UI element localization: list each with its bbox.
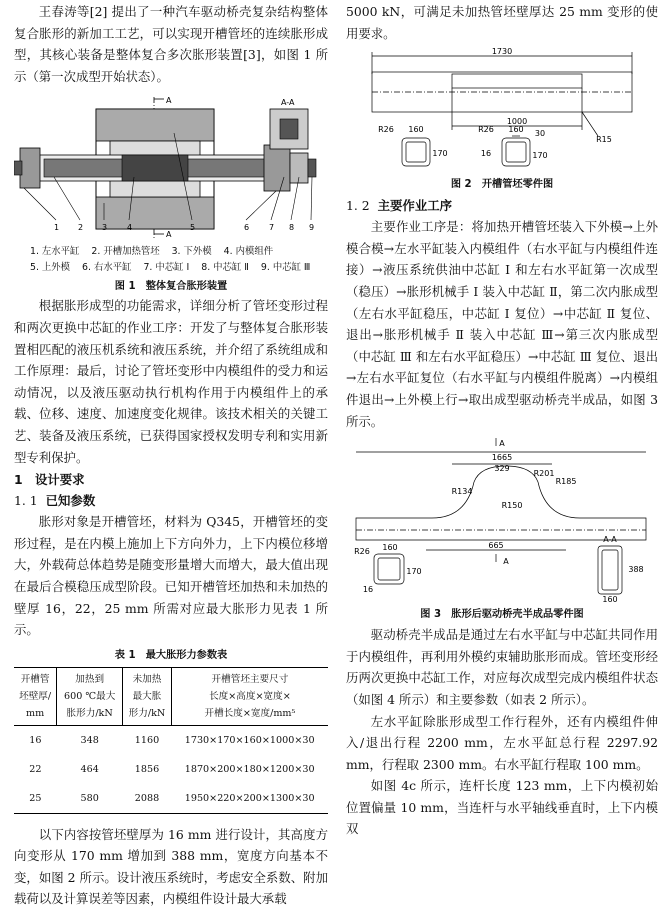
section-a-top: A [166, 96, 172, 106]
left-column [14, 0, 328, 910]
fig2-160-a: 160 [408, 125, 424, 135]
figure-3-caption: 图 3 胀形后驱动桥壳半成品零件图 [420, 609, 584, 621]
paragraph-6: 驱动桥壳半成品是通过左右水平缸与中芯缸共同作用于内模组件，再利用外模约束辅助胀形而成。管坯变形经历两次更换中芯缸工作，对应每次成型完成内模组件状态（如图 4 所示）和主要参数（如表 2 所示）。 [346, 627, 658, 707]
table-cell: 2088 [123, 784, 172, 814]
table-cell: 1950×220×200×1300×30 [171, 784, 328, 814]
figure-2-drawing [346, 46, 658, 174]
fig2-r15: R15 [596, 135, 612, 145]
legend-item-5: 5. 上外模 [30, 262, 71, 274]
section-1-heading: 1 设计要求 [14, 472, 85, 488]
fig3-16: 16 [362, 585, 374, 595]
fig3-r26: R26 [354, 547, 370, 557]
fig3-170: 170 [406, 567, 422, 577]
table-cell: 25 [14, 784, 57, 814]
section-1-2-number: 1. 2 [346, 198, 370, 214]
fig3-665: 665 [488, 541, 504, 551]
table-row [14, 725, 328, 755]
table-1-title: 表 1 最大胀形力参数表 [114, 649, 228, 661]
table-cell: 1856 [134, 763, 160, 775]
fig3-section-a-top: A [499, 439, 505, 449]
section-a-bottom: A [166, 230, 172, 240]
fig1-num-6: 6 [244, 223, 250, 233]
section-view-label: A-A [281, 98, 295, 108]
section-1-1-number: 1. 1 [14, 493, 38, 509]
fig3-r185: R185 [555, 477, 577, 487]
fig3-r134: R134 [451, 487, 473, 497]
figure-2-caption: 图 2 开槽管坯零件图 [450, 179, 554, 191]
legend-item-3: 3. 下外模 [171, 246, 212, 258]
legend-item-6: 6. 右水平缸 [82, 262, 132, 274]
table-header-row [14, 667, 328, 725]
legend-item-9: 9. 中芯缸 Ⅲ [260, 262, 311, 274]
figure-2 [346, 46, 658, 174]
paragraph-5: 主要作业工序是：将加热开槽管坯装入下外模→上外模合模→左水平缸装入内模组件（右水平缸与内模组件连接）→液压系统供油中芯缸 Ⅰ 和左右水平缸第一次成型（稳压）→胀形机械手 Ⅰ 装入中芯缸 Ⅱ，第二次内胀成型（左右水平缸稳压，中芯缸 Ⅰ 复位）→中芯缸 Ⅱ 复位、退出→胀形机械手 Ⅱ 装入中芯缸 Ⅲ→第三次内胀成型（中芯缸 Ⅲ 和左右水平缸稳压）→中芯缸 Ⅲ 复位、退出→左右水平缸复位（右水平缸与内模组件脱离）→内模组件退出→上外模上行→取出成型驱动桥壳半成品，如图 3 所示。 [346, 219, 658, 429]
paragraph-4: 以下内容按管坯壁厚为 16 mm 进行设计，其高度方向变形从 170 mm 增加到 388 mm，宽度方向基本不变，如图 2 所示。设计液压系统时，考虑安全系数、附加载荷以及计算误差等因素，内模组件设计最大承载 [14, 826, 328, 907]
paragraph-7: 左水平缸除胀形成型工作行程外，还有内模组件伸入/退出行程 2200 mm，左水平缸总行程 2297.92 mm，行程取 2300 mm。右水平缸行程取 100 mm。 [346, 713, 658, 772]
table-header-dimensions: 开槽管坯主要尺寸 长度×高度×宽度× 开槽长度×宽度/mm⁵ [171, 667, 328, 725]
paragraph-8: 如图 4c 所示，连杆长度 123 mm，上下内模初始位置偏量 10 mm，当连杆与水平轴线垂直时，上下内模双 [346, 778, 658, 837]
legend-item-4: 4. 内模组件 [223, 246, 274, 258]
fig2-170: 170 [432, 149, 448, 159]
right-column [346, 0, 658, 840]
fig3-aa: A-A [603, 535, 617, 545]
section-1-2-title: 主要作业工序 [377, 198, 452, 214]
figure-3-drawing [346, 436, 658, 604]
fig2-30: 30 [534, 129, 546, 139]
fig1-num-5: 5 [190, 223, 196, 233]
legend-item-2: 2. 开槽加热管坯 [91, 246, 160, 258]
fig2-dim-total: 1730 [491, 47, 513, 57]
fig1-num-7: 7 [269, 223, 275, 233]
legend-item-1: 1. 左水平缸 [30, 246, 80, 258]
table-header-heated: 加热到 600 ℃最大 胀形力/kN [57, 667, 123, 725]
figure-3 [346, 436, 658, 604]
table-cell: 22 [29, 763, 42, 775]
figure-1-caption: 图 1 整体复合胀形装置 [114, 281, 228, 293]
fig3-160: 160 [382, 543, 398, 553]
fig3-r201: R201 [533, 469, 555, 479]
fig1-num-3: 3 [102, 223, 108, 233]
fig2-r26-b: R26 [478, 125, 494, 135]
table-header-thickness: 开槽管 坯壁厚/ mm [14, 667, 57, 725]
figure-1-drawing [14, 93, 328, 244]
section-1-1-heading [14, 490, 328, 511]
fig2-dim-slot: 1000 [506, 117, 528, 127]
fig3-388: 388 [628, 565, 644, 575]
fig3-r150: R150 [501, 501, 523, 511]
fig1-num-8: 8 [289, 223, 295, 233]
fig3-1665: 1665 [491, 453, 513, 463]
intro-paragraph: 王春涛等[2] 提出了一种汽车驱动桥壳复杂结构整体复合胀形的新加工工艺，可以实现开槽管坯的连续胀形成型，其核心装备是整体复合多次胀形装置[3]，如图 1 所示（第一次成型开始状态）。 [14, 4, 328, 84]
table-cell: 16 [29, 734, 42, 746]
fig1-num-4: 4 [127, 223, 133, 233]
table-cell: 1870×200×180×1200×30 [184, 763, 315, 775]
fig1-num-9: 9 [309, 223, 315, 233]
table-cell: 1730×170×160×1000×30 [184, 734, 315, 746]
figure-1-legend [14, 244, 328, 276]
fig3-section-a-bottom: A [503, 557, 509, 567]
legend-item-8: 8. 中芯缸 Ⅱ [201, 262, 249, 274]
table-cell: 1160 [134, 734, 160, 746]
fig2-16: 16 [480, 149, 492, 159]
section-1-1-title: 已知参数 [45, 493, 96, 509]
fig1-num-1: 1 [54, 223, 60, 233]
table-cell: 580 [57, 784, 123, 814]
table-1 [14, 667, 328, 814]
paragraph-2: 根据胀形成型的功能需求，详细分析了管坯变形过程和两次更换中芯缸的作业工序：开发了与整体复合胀形装置相匹配的液压机系统和液压系统，并介绍了系统组成和工作原理：最后，讨论了管坯变形中内模组件的受力和运动情况，以及液压驱动执行机构作用于内模组件上的承载、位移、速度、加速度变化规律。该技术相关的关键工艺、装备及液压系统，已获得国家授权发明专利和实用新型专利保护。 [14, 298, 328, 465]
fig2-160-b: 160 [508, 125, 524, 135]
legend-item-7: 7. 中芯缸 Ⅰ [143, 262, 190, 274]
table-header-unheated: 未加热 最大胀 形力/kN [123, 667, 172, 725]
paragraph-top-right: 5000 kN，可满足未加热管坯壁厚达 25 mm 变形的使用要求。 [346, 4, 658, 41]
fig3-160-b: 160 [602, 595, 618, 605]
paragraph-3: 胀形对象是开槽管坯，材料为 Q345，开槽管坯的变形过程，是在内模上施加上下方向外力，上下内模位移增大，外载荷总体趋势是随变形量增大而增大，最大值出现在最后合模稳压成型阶段。已知开槽管坯加热和未加热的壁厚 16，22，25 mm 所需对应最大胀形力见表 1 所示。 [14, 514, 328, 638]
table-cell: 464 [80, 763, 99, 775]
figure-1 [14, 93, 328, 244]
section-1-2-heading [346, 195, 658, 216]
table-row [14, 755, 328, 784]
fig2-170-b: 170 [532, 151, 548, 161]
fig2-r26-a: R26 [378, 125, 394, 135]
fig1-num-2: 2 [78, 223, 84, 233]
fig3-329: 329 [494, 464, 510, 474]
table-row [14, 784, 328, 814]
table-cell: 348 [80, 734, 99, 746]
